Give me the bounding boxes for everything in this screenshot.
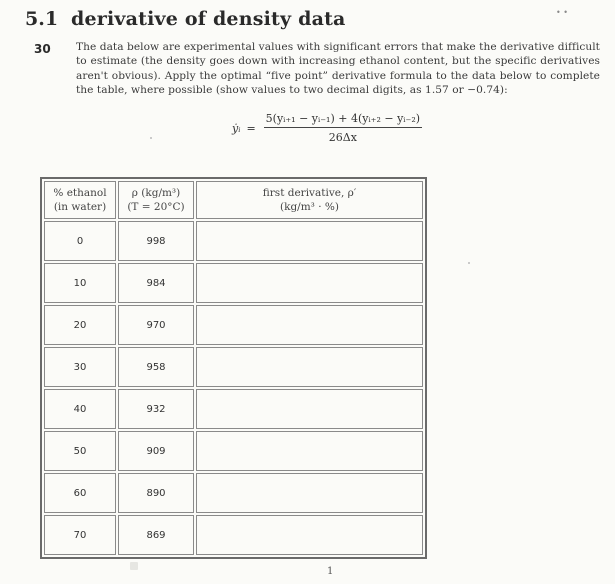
header-ethanol-line1: % ethanol [53,187,107,199]
header-density [118,181,194,219]
ethanol-cell: 50 [44,431,116,471]
table-row [44,431,423,471]
derivative-cell[interactable] [196,515,423,555]
density-cell: 890 [118,473,194,513]
header-ethanol [44,181,116,219]
density-cell: 984 [118,263,194,303]
derivative-cell[interactable] [196,347,423,387]
scan-speck [130,562,138,570]
problem-text: The data below are experimental values with significant errors that make the derivative difficult to estimate (the density goes down with increasing ethanol content, but the specific derivatives aren't obvious). Apply the optimal “five point” derivative formula to the data below to complete the table, where possible (show values to two decimal digits, as 1.57 or −0.74): [76,41,600,97]
formula-fraction [264,112,422,144]
density-cell: 909 [118,431,194,471]
table-row [44,347,423,387]
section-title: derivative of density data [71,8,346,30]
margin-mark: • • [556,8,568,17]
density-table [40,177,427,559]
scan-speck [468,262,470,264]
formula-equals: = [246,121,256,135]
section-number: 5.1 [25,8,59,30]
page-number: 1 [327,566,334,577]
ethanol-cell: 40 [44,389,116,429]
ethanol-cell: 30 [44,347,116,387]
formula-denominator: 26Δx [328,131,357,144]
table-row [44,473,423,513]
header-derivative-line2: (kg/m³ · %) [280,201,339,213]
scan-speck [150,137,152,139]
derivative-formula [232,112,422,144]
derivative-cell[interactable] [196,305,423,345]
ethanol-cell: 70 [44,515,116,555]
header-ethanol-line2: (in water) [53,201,107,213]
density-cell: 869 [118,515,194,555]
section-header [25,8,346,30]
density-cell: 932 [118,389,194,429]
table-header-row [44,181,423,219]
header-derivative-line1: first derivative, ρ′ [262,187,357,199]
header-density-line2: (T = 20°C) [127,201,185,213]
ethanol-cell: 60 [44,473,116,513]
ethanol-cell: 20 [44,305,116,345]
formula-lhs: ẏᵢ [232,121,241,135]
table-row [44,305,423,345]
derivative-cell[interactable] [196,263,423,303]
derivative-cell[interactable] [196,221,423,261]
problem-number: 30 [34,42,51,56]
ethanol-cell: 10 [44,263,116,303]
header-density-line1: ρ (kg/m³) [131,187,181,199]
table-row [44,389,423,429]
table-row [44,515,423,555]
density-cell: 998 [118,221,194,261]
formula-numerator: 5(yᵢ₊₁ − yᵢ₋₁) + 4(yᵢ₊₂ − yᵢ₋₂) [264,112,422,128]
table-row [44,221,423,261]
derivative-cell[interactable] [196,473,423,513]
derivative-cell[interactable] [196,389,423,429]
derivative-cell[interactable] [196,431,423,471]
ethanol-cell: 0 [44,221,116,261]
density-cell: 958 [118,347,194,387]
density-cell: 970 [118,305,194,345]
header-derivative [196,181,423,219]
table-row [44,263,423,303]
